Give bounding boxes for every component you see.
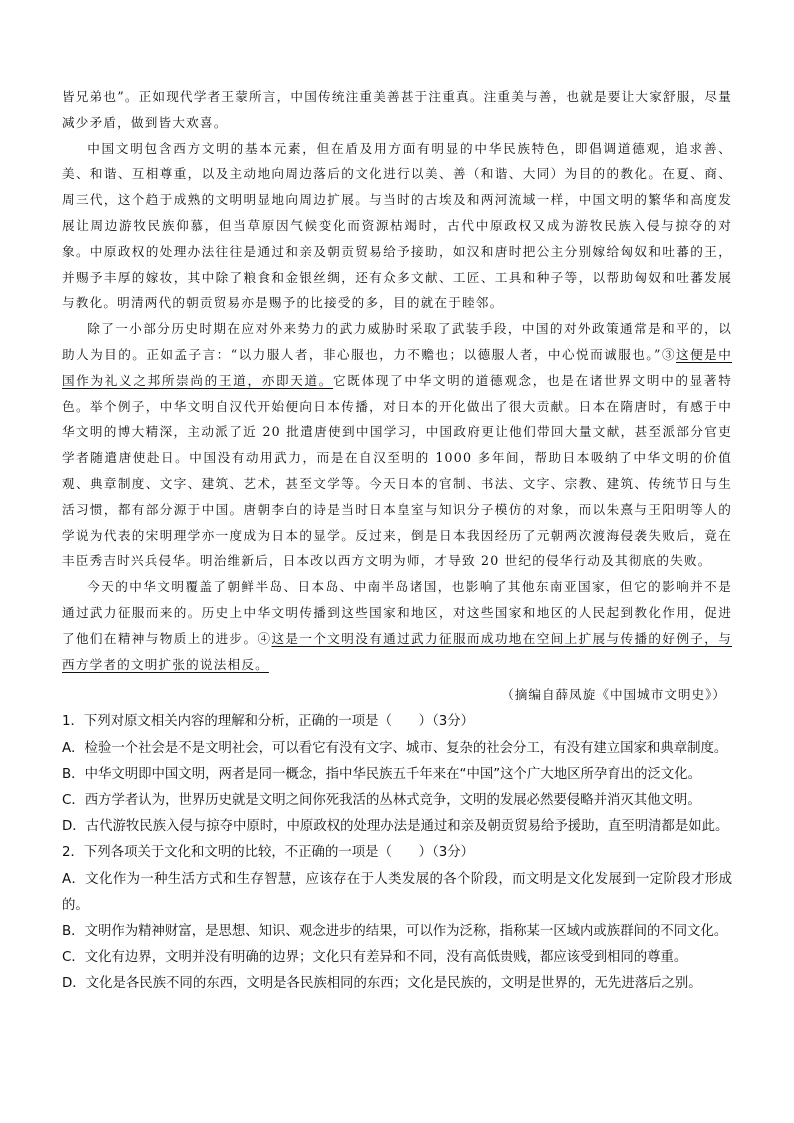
passage-source: （摘编自薛凤旋《中国城市文明史》）: [501, 687, 726, 703]
option-c: C．文化有边界，文明并没有明确的边界；文化只有差异和不同，没有高低贵贱，都应该受到相同的尊重。: [62, 950, 688, 966]
question-stem: 2．下列各项关于文化和文明的比较，不正确的一项是（ ）（3分）: [62, 845, 475, 861]
paragraph-2-rest: 它既体现了中华文明的道德观念，也是在诸世界文明中的显著特色。举个例子，中华文明自汉代开始便向日本传播，对日本的开化做出了很大贡献。日本在隋唐时，有感于中华文明的博大精深，主动派了近 20 批遣唐使到中国学习，中国政府更让他们带回大量文献，甚至派部分官吏学者随遣唐使赴日。中国没有动用武力，而是在自汉至明的 1000 多年间，帮助日本吸纳了中华文明的价值观、典章制度、文字、建筑、艺术，甚至文学等。今天日本的官制、书法、文字、宗教、建筑、传统节日与生活习惯，都有部分源于中国。唐朝李白的诗是当时日本皇室与知识分子模仿的对象，而以朱熹与王阳明等人的学说为代表的宋明理学亦一度成为日本的显学。反过来，倒是日本我因经历了元朝两次渡海侵袭失败后，竟在丰臣秀吉时兴兵侵华。明治维新后，日本改以西方文明为师，才导致 20 世纪的侵华行动及其彻底的失败。: [62, 372, 732, 569]
option-d: D．文化是各民族不同的东西，文明是各民族相同的东西；文化是民族的，文明是世界的，无先进落后之别。: [62, 976, 702, 992]
option-d: D．古代游牧民族入侵与掠夺中原时，中原政权的处理办法是通过和亲及朝贡贸易给予援助，直至明清都是如此。: [62, 819, 729, 835]
reading-passage: [62, 84, 732, 709]
passage-paragraph-3: [62, 574, 732, 677]
option-a: A．文化作为一种生活方式和生存智慧，应该存在于人类发展的各个阶段，而文明是文化发展到一定阶段才形成的。: [62, 871, 732, 913]
question-list: [62, 709, 732, 997]
option-c: C．西方学者认为，世界历史就是文明之间你死我活的丛林式竞争，文明的发展必然要侵略并消灭其他文明。: [62, 792, 701, 808]
option-b: B．中华文明即中国文明，两者是同一概念，指中华民族五千年来在“中国”这个广大地区所孕育出的泛文化。: [62, 766, 702, 782]
paragraph-2-lead: 除了一小部分历史时期在应对外来势力的武力威胁时采取了武装手段，中国的对外政策通常是和平的，以助人为目的。正如孟子言：“以力服人者，非心服也，力不赡也；以德服人者，中心悦而诚服也。”③: [62, 321, 732, 362]
question-2: [62, 840, 732, 997]
passage-paragraph-1: 中国文明包含西方文明的基本元素，但在盾及用方面有明显的中华民族特色，即倡调道德观，追求善、美、和谐、互相尊重，以及主动地向周边落后的文化进行以美、善（和谐、大同）为目的的教化。在夏、商、周三代，这个趋于成熟的文明明显地向周边扩展。与当时的古埃及和两河流域一样，中国文明的繁华和高度发展让周边游牧民族仰慕，但当草原因气候变化而资源枯竭时，古代中原政权又成为游牧民族入侵与掠夺的对象。中原政权的处理办法往往是通过和亲及朝贡贸易给予接助，如汉和唐时把公主分别嫁给匈奴和吐蕃的王，并赐予丰厚的嫁妆，其中除了粮食和金银丝绸，还有众多文献、工匠、工具和种子等，以帮助匈奴和吐蕃发展与教化。明清两代的朝贡贸易亦是赐予的比接受的多，目的就在于睦邻。: [62, 140, 732, 311]
passage-paragraph-0: 皆兄弟也”。正如现代学者王蒙所言，中国传统注重美善甚于注重真。注重美与善，也就是要让大家舒服，尽量减少矛盾，做到皆大欢喜。: [62, 89, 732, 130]
exam-page: [62, 84, 732, 998]
passage-paragraph-2: [62, 316, 732, 574]
option-b: B．文明作为精神财富，是思想、知识、观念进步的结果，可以作为泛称，指称某一区域内或族群间的不同文化。: [62, 923, 728, 939]
question-1: [62, 709, 732, 840]
question-stem: 1．下列对原文相关内容的理解和分析，正确的一项是（ ）（3分）: [62, 714, 475, 730]
underlined-sentence-3: 这便是中国作为礼义之邦所崇尚的王道，亦即天道。: [62, 346, 733, 388]
underlined-sentence-4: 这是一个文明没有通过武力征服而成功地在空间上扩展与传播的好例子，与西方学者的文明扩张的说法相反。: [62, 630, 733, 672]
option-a: A．检验一个社会是不是文明社会，可以看它有没有文字、城市、复杂的社会分工，有没有建立国家和典章制度。: [62, 740, 728, 756]
paragraph-3-lead: 今天的中华文明覆盖了朝鲜半岛、日本岛、中南半岛诸国，也影响了其他东南亚国家，但它的影响并不是通过武力征服而来的。历史上中华文明传播到这些国家和地区，对这些国家和地区的人民起到教化作用，促进了他们在精神与物质上的进步。④: [62, 579, 732, 646]
